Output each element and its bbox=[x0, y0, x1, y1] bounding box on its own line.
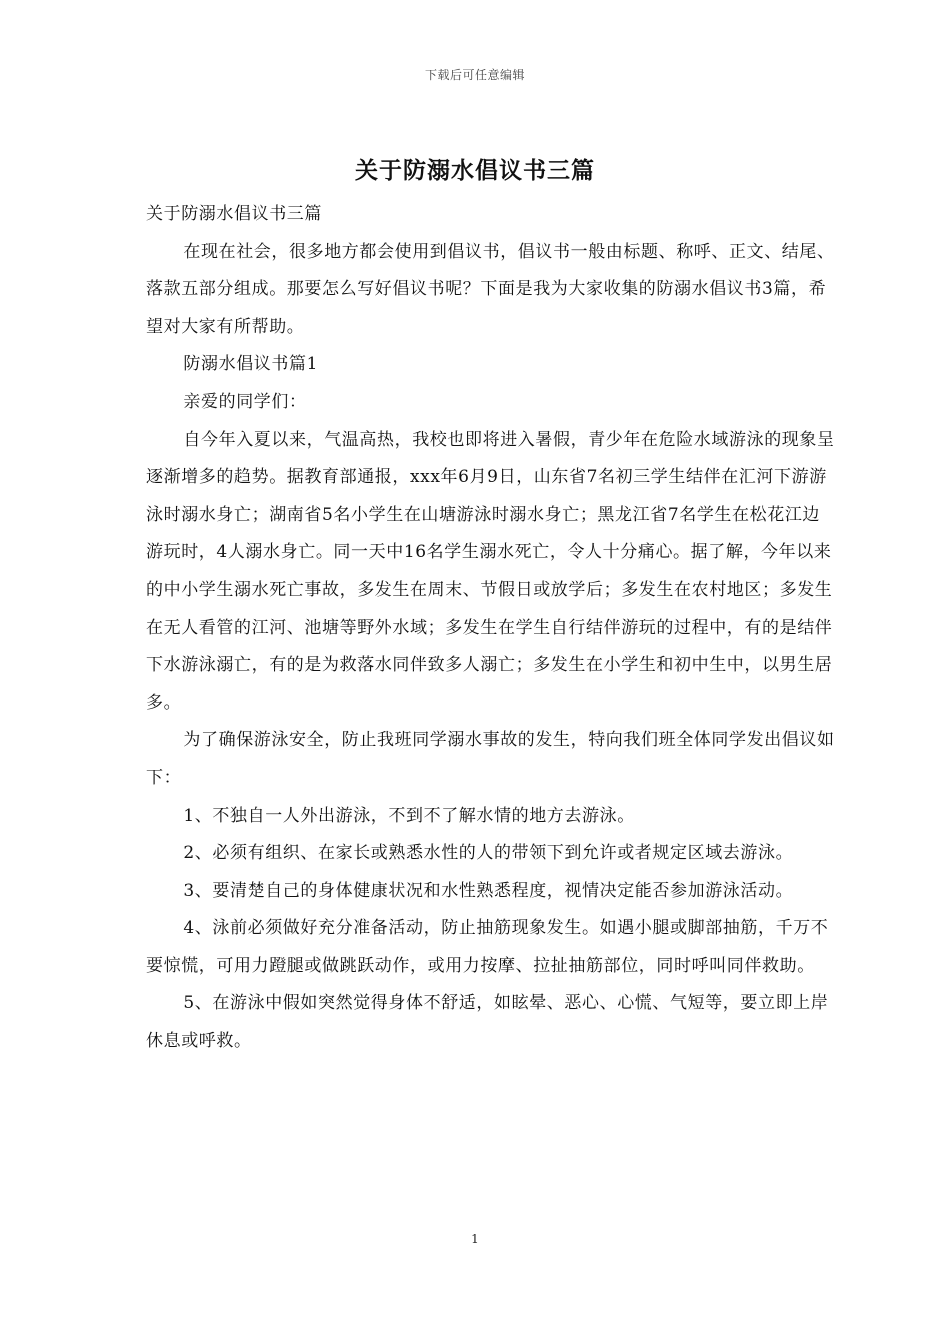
paragraph-subtitle: 关于防溺水倡议书三篇 bbox=[146, 204, 322, 224]
paragraph-intro: 在现在社会，很多地方都会使用到倡议书，倡议书一般由标题、称呼、正文、结尾、落款五部分组成。那要怎么写好倡议书呢？下面是我为大家收集的防溺水倡议书3篇，希望对大家有所帮助。 bbox=[146, 241, 835, 337]
header-note: 下载后可任意编辑 bbox=[424, 68, 525, 82]
page-number: 1 bbox=[471, 1232, 479, 1246]
paragraph-item-5: 5、在游泳中假如突然觉得身体不舒适，如眩晕、恶心、心慌、气短等，要立即上岸休息或呼救。 bbox=[146, 993, 829, 1052]
paragraph-item-1: 1、不独自一人外出游泳，不到不了解水情的地方去游泳。 bbox=[183, 805, 635, 826]
paragraph-proposal-intro: 为了确保游泳安全，防止我班同学溺水事故的发生，特向我们班全体同学发出倡议如下： bbox=[146, 730, 835, 788]
document-body bbox=[146, 196, 836, 1061]
paragraph-item-3: 3、要清楚自己的身体健康状况和水性熟悉程度，视情决定能否参加游泳活动。 bbox=[183, 880, 794, 901]
document-title: 关于防溺水倡议书三篇 bbox=[355, 157, 595, 184]
paragraph-salutation: 亲爱的同学们： bbox=[183, 391, 307, 412]
paragraph-item-2: 2、必须有组织、在家长或熟悉水性的人的带领下到允许或者规定区域去游泳。 bbox=[183, 843, 794, 864]
paragraph-section-heading: 防溺水倡议书篇1 bbox=[183, 354, 319, 375]
paragraph-background: 自今年入夏以来，气温高热，我校也即将进入暑假，青少年在危险水域游泳的现象呈逐渐增多的趋势。据教育部通报，xxx年6月9日，山东省7名初三学生结伴在汇河下游游泳时溺水身亡；湖南省5名小学生在山塘游泳时溺水身亡；黑龙江省7名学生在松花江边游玩时，4人溺水身亡。同一天中16名学生溺水死亡，令人十分痛心。据了解，今年以来的中小学生溺水死亡事故，多发生在周末、节假日或放学后；多发生在农村地区；多发生在无人看管的江河、池塘等野外水域；多发生在学生自行结伴游玩的过程中，有的是结伴下水游泳溺亡，有的是为救落水同伴致多人溺亡；多发生在小学生和初中生中，以男生居多。 bbox=[146, 429, 835, 713]
paragraph-item-4: 4、泳前必须做好充分准备活动，防止抽筋现象发生。如遇小腿或脚部抽筋，千万不要惊慌，可用力蹬腿或做跳跃动作，或用力按摩、拉扯抽筋部位，同时呼叫同伴救助。 bbox=[146, 918, 829, 976]
